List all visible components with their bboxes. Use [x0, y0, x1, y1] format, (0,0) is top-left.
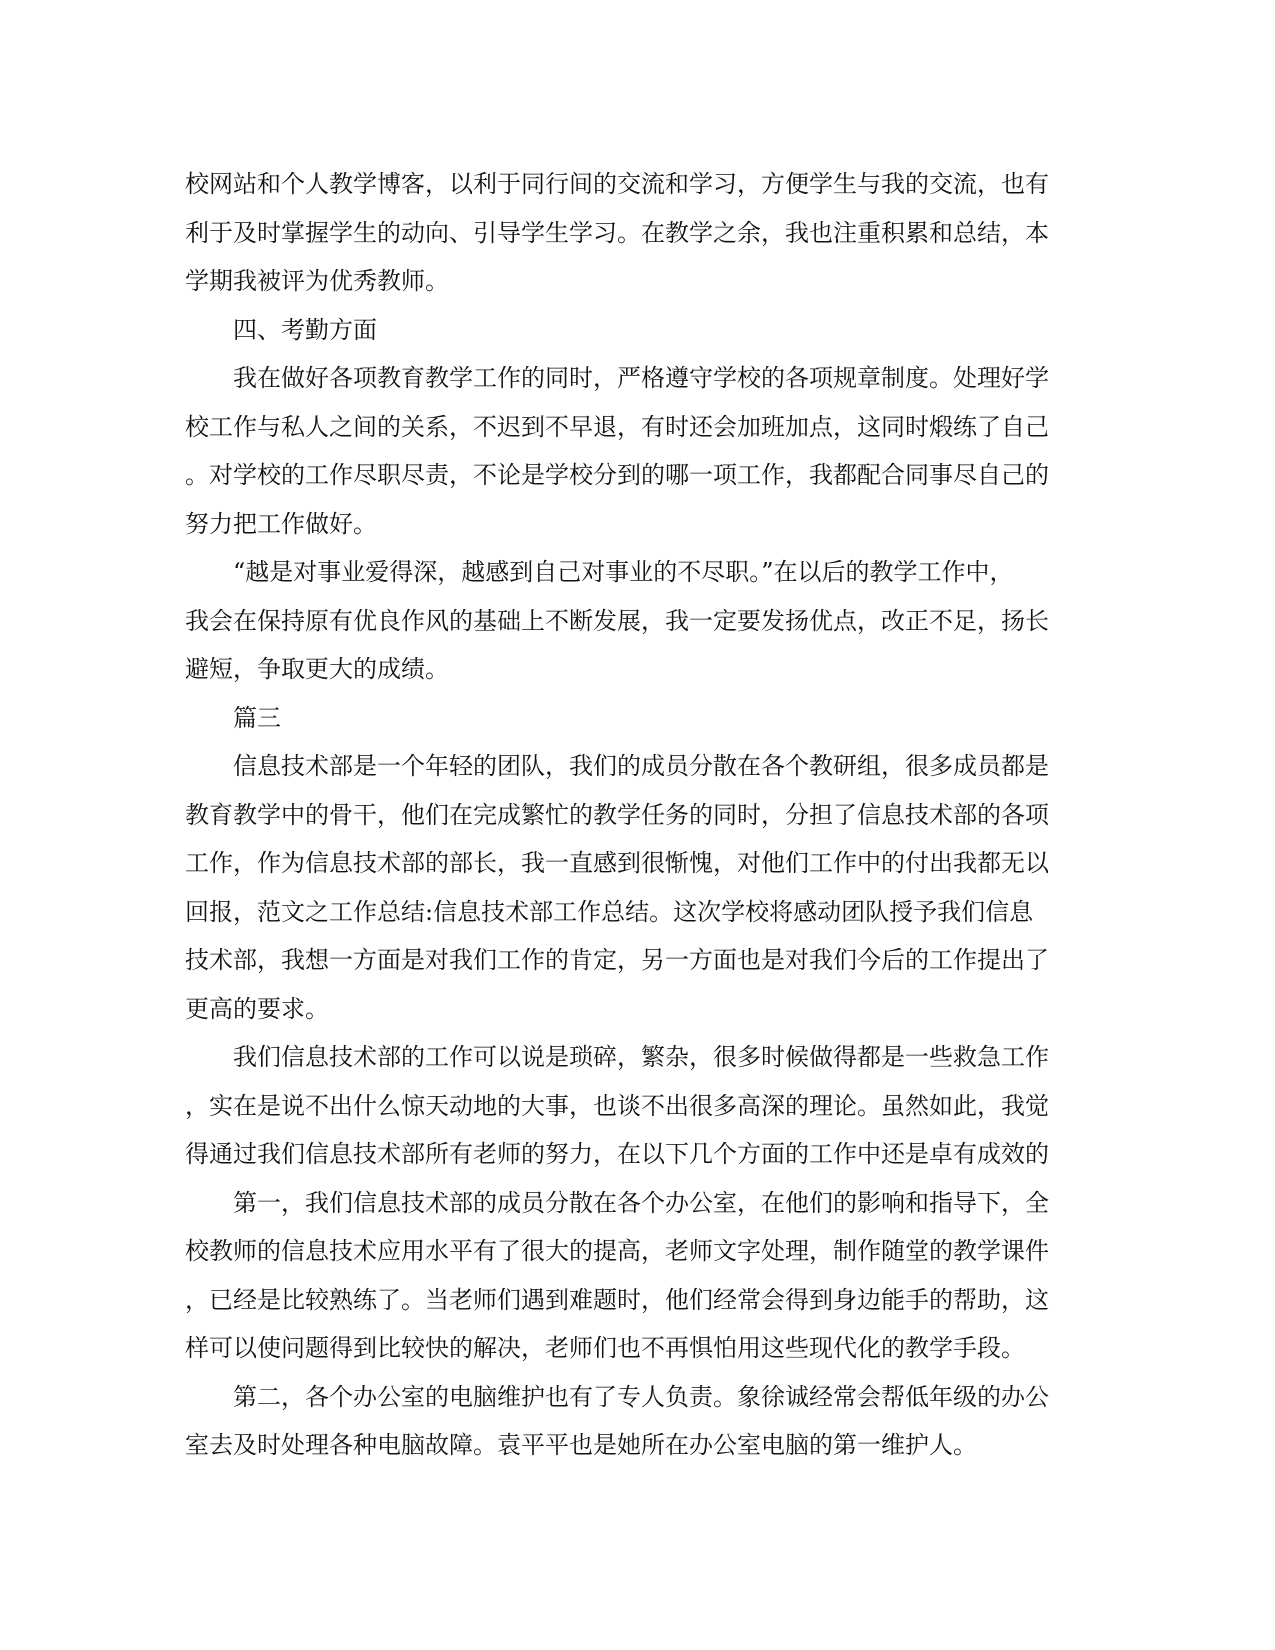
text-line: 利于及时掌握学生的动向、引导学生学习。在教学之余，我也注重积累和总结，本 — [185, 218, 1049, 247]
document-body — [185, 160, 1090, 1470]
section-heading: 四、考勤方面 — [233, 315, 377, 344]
text-line: 避短，争取更大的成绩。 — [185, 655, 449, 683]
text-line: 校工作与私人之间的关系，不迟到不早退，有时还会加班加点，这同时煅练了自己 — [185, 412, 1049, 441]
text-line: 。对学校的工作尽职尽责，不论是学校分到的哪一项工作，我都配合同事尽自己的 — [185, 461, 1049, 489]
text-line: 教育教学中的骨干，他们在完成繁忙的教学任务的同时，分担了信息技术部的各项 — [185, 800, 1049, 829]
text-line: 努力把工作做好。 — [185, 509, 377, 538]
paragraph-first-line: 我在做好各项教育教学工作的同时，严格遵守学校的各项规章制度。处理好学 — [233, 364, 1049, 392]
text-line: 我会在保持原有优良作风的基础上不断发展，我一定要发扬优点，改正不足，扬长 — [185, 606, 1049, 635]
text-line: 得通过我们信息技术部所有老师的努力，在以下几个方面的工作中还是卓有成效的 — [185, 1140, 1049, 1168]
text-line: ，实在是说不出什么惊天动地的大事，也谈不出很多高深的理论。虽然如此，我觉 — [185, 1091, 1049, 1120]
paragraph-first-line: “越是对事业爱得深，越感到自己对事业的不尽职。”在以后的教学工作中， — [233, 558, 1014, 586]
paragraph-first-line: 我们信息技术部的工作可以说是琐碎，繁杂，很多时候做得都是一些救急工作 — [233, 1043, 1049, 1071]
paragraph-first-line: 第二，各个办公室的电脑维护也有了专人负责。象徐诚经常会帮低年级的办公 — [233, 1382, 1049, 1411]
text-line: 技术部，我想一方面是对我们工作的肯定，另一方面也是对我们今后的工作提出了 — [185, 946, 1049, 974]
text-line: 校教师的信息技术应用水平有了很大的提高，老师文字处理，制作随堂的教学课件 — [185, 1237, 1049, 1265]
text-line: 校网站和个人教学博客，以利于同行间的交流和学习，方便学生与我的交流，也有 — [185, 170, 1049, 198]
text-line: 更高的要求。 — [185, 994, 329, 1023]
text-line: 室去及时处理各种电脑故障。袁平平也是她所在办公室电脑的第一维护人。 — [185, 1431, 977, 1459]
section-heading: 篇三 — [233, 703, 281, 732]
text-line: 样可以使问题得到比较快的解决，老师们也不再惧怕用这些现代化的教学手段。 — [185, 1334, 1025, 1362]
text-line: 学期我被评为优秀教师。 — [185, 267, 449, 295]
paragraph-first-line: 信息技术部是一个年轻的团队，我们的成员分散在各个教研组，很多成员都是 — [233, 752, 1049, 780]
text-line: 回报，范文之工作总结:信息技术部工作总结。这次学校将感动团队授予我们信息 — [185, 897, 1034, 926]
text-line: 工作，作为信息技术部的部长，我一直感到很惭愧，对他们工作中的付出我都无以 — [185, 849, 1049, 877]
text-line: ，已经是比较熟练了。当老师们遇到难题时，他们经常会得到身边能手的帮助，这 — [185, 1285, 1049, 1314]
paragraph-first-line: 第一，我们信息技术部的成员分散在各个办公室，在他们的影响和指导下，全 — [233, 1188, 1049, 1217]
